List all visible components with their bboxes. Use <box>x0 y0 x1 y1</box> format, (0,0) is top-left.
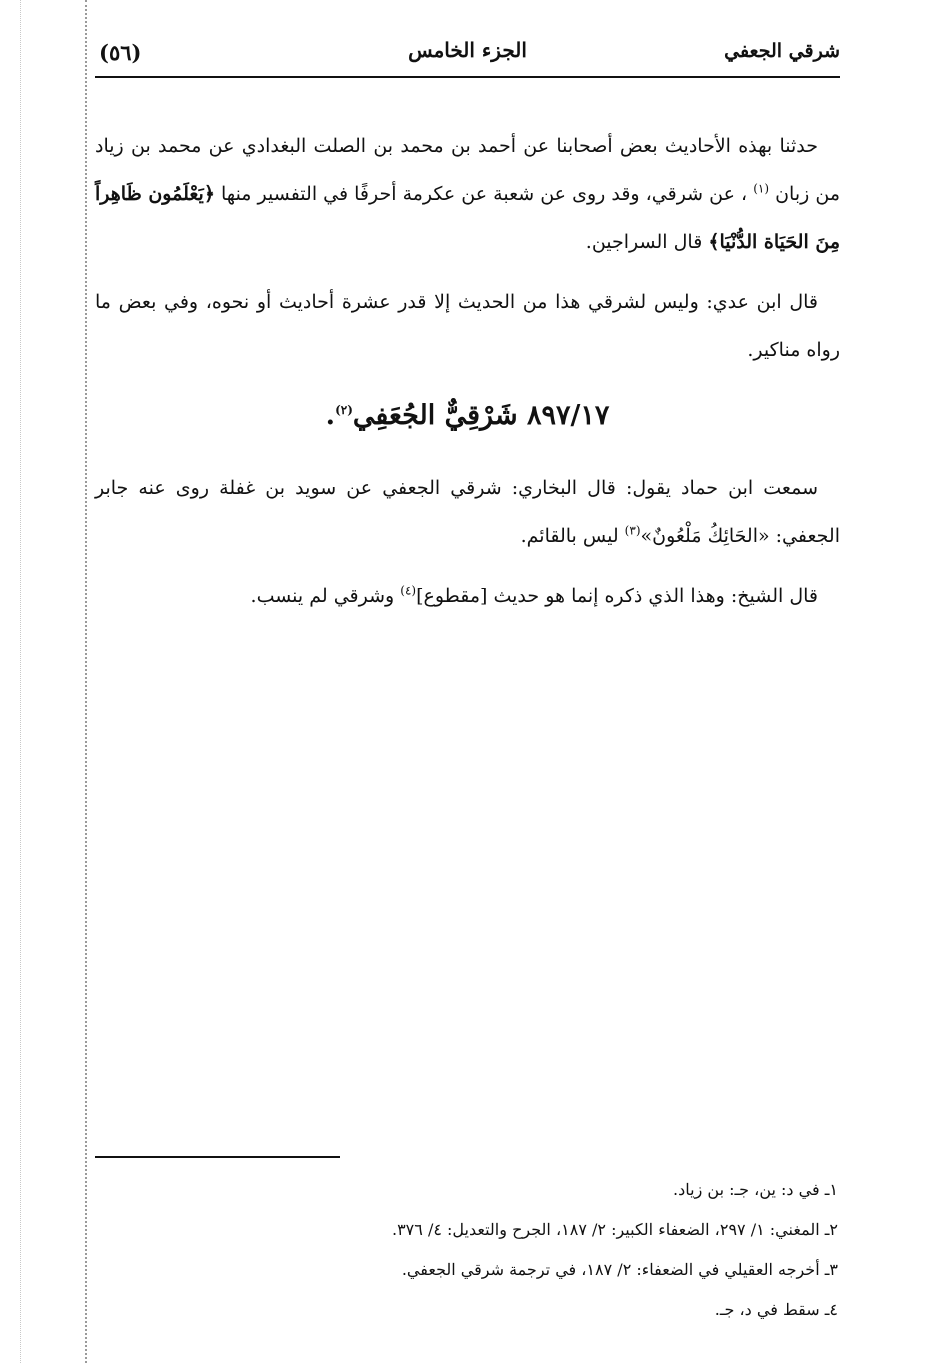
footnote-2: ٢ـ المغني: ١/ ٢٩٧، الضعفاء الكبير: ٢/ ١٨٧، الجرح والتعديل: ٤/ ٣٧٦. <box>391 1220 838 1239</box>
footnote-ref-4[interactable]: (٤) <box>400 583 417 598</box>
entry-heading <box>95 386 840 446</box>
paragraph-3-text-a: سمعت ابن حماد يقول: قال البخاري: شرقي الجعفي عن سويد بن غفلة روى عنه جابر الجعفي: «الحَائِكُ مَلْعُونٌ» <box>95 477 840 547</box>
paragraph-2: قال ابن عدي: وليس لشرقي هذا من الحديث إلا قدر عشرة أحاديث أو نحوه، وفي بعض ما رواه مناكير. <box>95 291 840 361</box>
page-number: (٥٦) <box>99 40 142 65</box>
footnote-ref-3[interactable]: (٣) <box>624 523 641 538</box>
main-text <box>95 122 840 632</box>
book-page <box>95 30 840 1340</box>
paragraph-4-text-a: قال الشيخ: وهذا الذي ذكره إنما هو حديث [مقطوع] <box>416 585 818 607</box>
footnote-4: ٤ـ سقط في د، جـ. <box>714 1300 838 1319</box>
quran-verse: ﴿يَعْلَمُون ظَاهِراً مِنَ الحَيَاة الدُّنْيَا﴾ <box>95 183 840 253</box>
paragraph-4-text-b: وشرقي لم ينسب. <box>250 585 395 607</box>
running-title: شرقي الجعفي <box>724 40 840 62</box>
paragraph-4 <box>95 572 840 620</box>
entry-heading-text: ٨٩٧/١٧ شَرْقِيٌّ الجُعَفِي <box>352 400 610 431</box>
paragraph-1-text-b: ، عن شرقي، وقد روى عن شعبة عن عكرمة أحرفًا في التفسير منها <box>221 183 748 205</box>
footnote-3: ٣ـ أخرجه العقيلي في الضعفاء: ٢/ ١٨٧، في ترجمة شرقي الجعفي. <box>401 1260 838 1279</box>
scan-binding-edge <box>85 0 87 1363</box>
entry-heading-end: . <box>325 400 336 431</box>
header-rule <box>95 76 840 78</box>
paragraph-3-text-b: ليس بالقائم. <box>520 525 619 547</box>
paragraph-1-text-a: حدثنا بهذه الأحاديث بعض أصحابنا عن أحمد بن محمد بن الصلت البغدادي عن محمد بن زياد من زبان <box>95 135 840 205</box>
part-title: الجزء الخامس <box>408 38 527 62</box>
paragraph-1-text-c: قال السراجين. <box>585 231 703 253</box>
footnote-rule <box>95 1156 340 1158</box>
scan-margin-line <box>20 0 21 1363</box>
paragraph-1 <box>95 122 840 266</box>
page-header <box>95 30 840 74</box>
footnote-ref-1[interactable]: (١) <box>753 181 770 196</box>
footnotes <box>95 1170 840 1330</box>
footnote-1: ١ـ في د: ين، جـ: بن زياد. <box>673 1180 838 1199</box>
paragraph-3 <box>95 464 840 560</box>
footnote-ref-2[interactable]: (٢) <box>335 403 353 417</box>
